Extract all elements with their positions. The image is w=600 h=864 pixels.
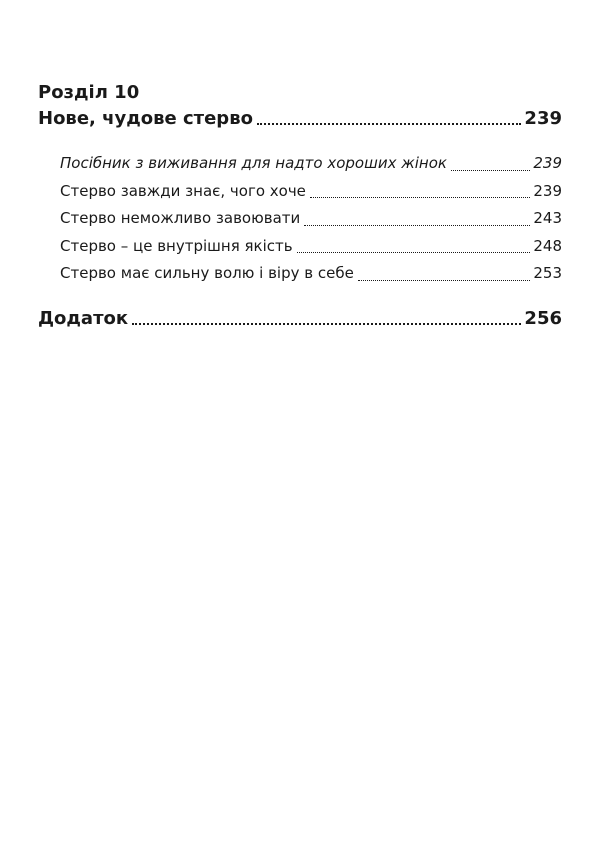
section-title: Стерво – це внутрішня якість — [60, 236, 293, 255]
toc-entry-section — [60, 205, 562, 233]
appendix-title: Додаток — [38, 307, 129, 329]
toc-entry-section — [60, 233, 562, 261]
appendix-page-number: 256 — [524, 307, 562, 329]
dot-leader — [310, 178, 530, 206]
chapter-title: Нове, чудове стерво — [38, 108, 253, 129]
section-page-number: 243 — [533, 209, 562, 227]
section-title: Стерво має сильну волю і віру в себе — [60, 264, 354, 282]
dot-leader — [297, 233, 531, 261]
dot-leader — [257, 106, 521, 132]
toc-entry-chapter-title — [38, 106, 562, 132]
section-page-number: 239 — [533, 154, 562, 172]
toc-entry-section — [60, 150, 562, 178]
chapter-number: Розділ 10 — [38, 82, 140, 103]
dot-leader — [358, 260, 531, 288]
toc-entry-appendix — [38, 306, 562, 332]
dot-leader — [451, 150, 530, 178]
dot-leader — [304, 205, 530, 233]
table-of-contents — [38, 80, 562, 332]
section-title: Стерво завжди знає, чого хоче — [60, 181, 306, 200]
chapter-page-number: 239 — [524, 108, 562, 129]
toc-entry-section — [60, 178, 562, 206]
section-page-number: 253 — [533, 264, 562, 282]
section-page-number: 248 — [533, 236, 562, 255]
dot-leader — [132, 306, 521, 332]
section-list — [60, 150, 562, 288]
toc-entry-section — [60, 260, 562, 288]
section-page-number: 239 — [533, 181, 562, 200]
section-title: Стерво неможливо завоювати — [60, 209, 301, 227]
section-title: Посібник з виживання для надто хороших жінок — [60, 154, 447, 172]
